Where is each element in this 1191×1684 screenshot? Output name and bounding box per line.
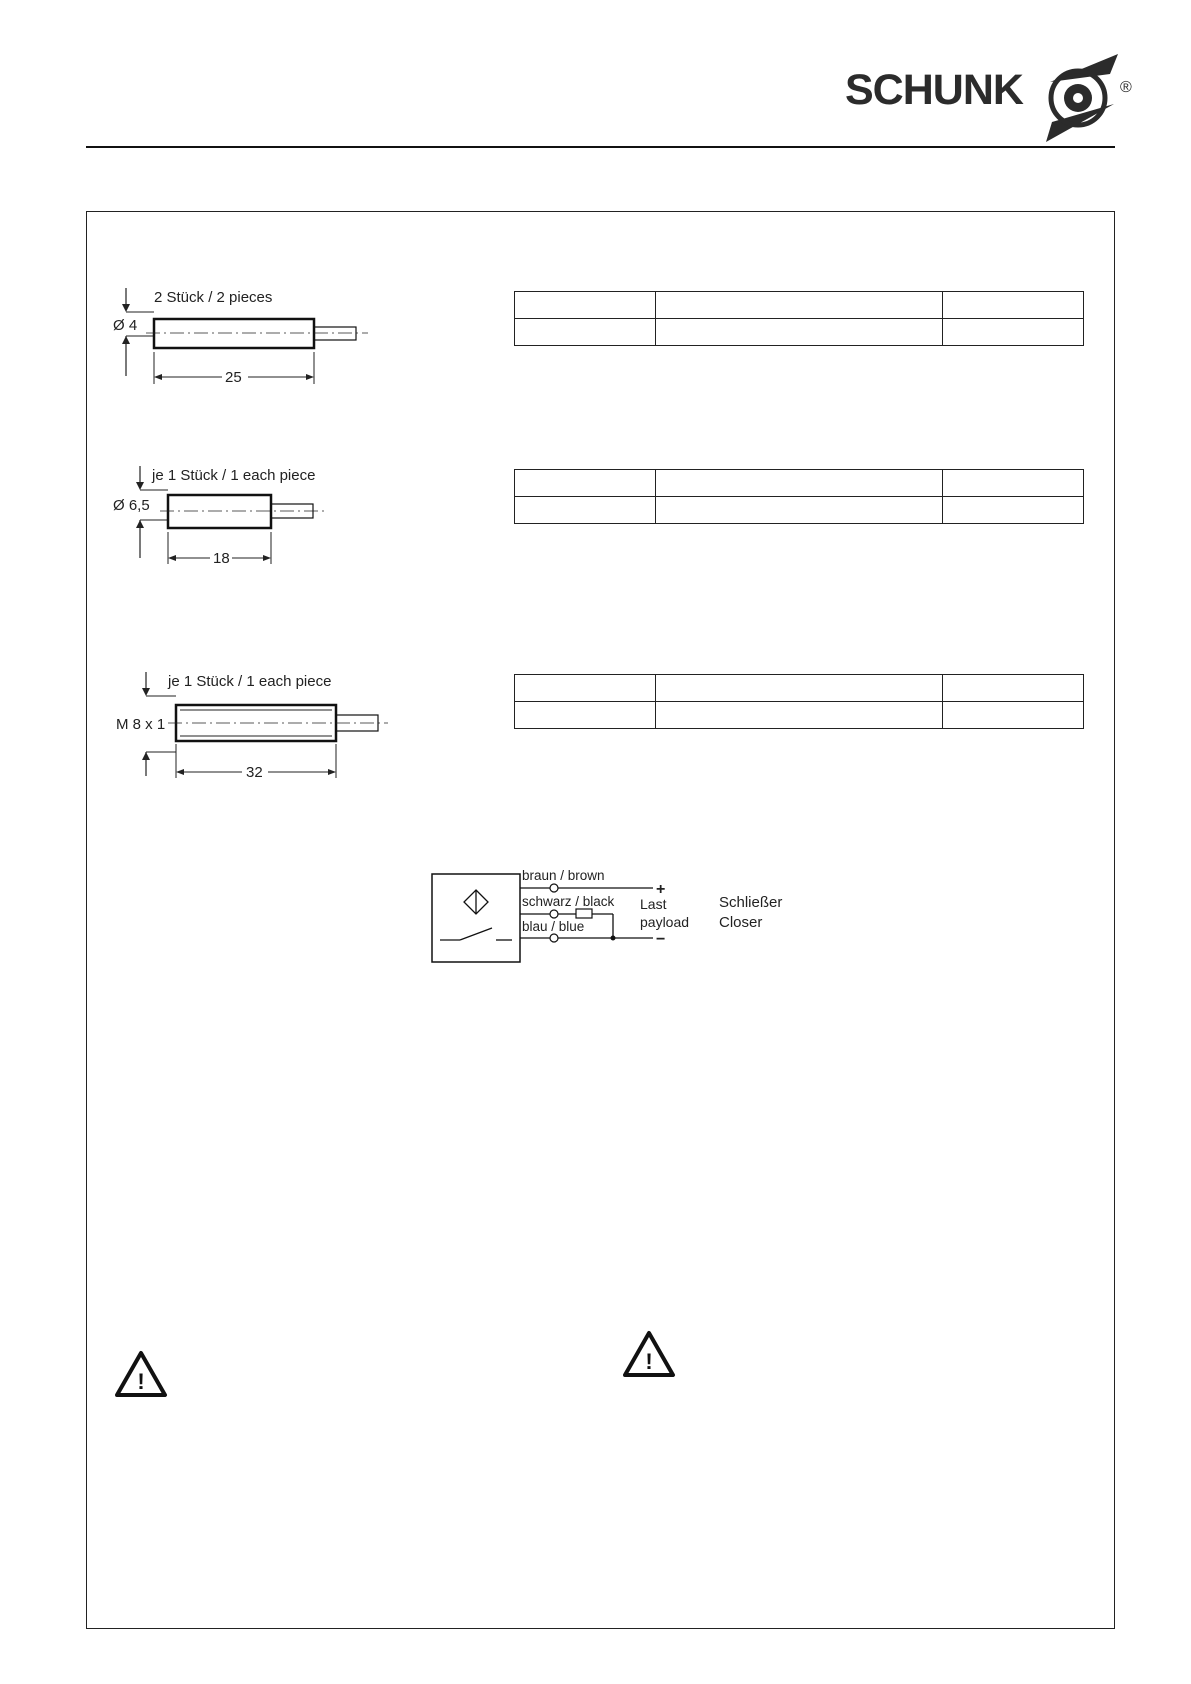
sensor-drawing-1 <box>110 280 380 390</box>
spec-table-1 <box>514 291 1084 346</box>
switch-contact-icon <box>440 928 512 940</box>
spec-table-2 <box>514 469 1084 524</box>
sensor-drawing-3 <box>110 668 400 783</box>
thread-label: M 8 x 1 <box>116 716 166 733</box>
quantity-label: je 1 Stück / 1 each piece <box>152 467 316 484</box>
resistor-icon <box>576 909 592 918</box>
quantity-label: 2 Stück / 2 pieces <box>154 289 273 306</box>
wire-brown-label: braun / brown <box>522 868 605 883</box>
wire-black-label: schwarz / black <box>522 894 615 909</box>
contact-type-de: Schließer <box>719 894 783 911</box>
warning-mark: ! <box>137 1369 145 1394</box>
logo-text: SCHUNK <box>845 66 1023 114</box>
proximity-sensor-icon <box>464 890 488 914</box>
table-row <box>515 497 1084 524</box>
registered-mark: ® <box>1120 79 1132 96</box>
spec-table-3 <box>514 674 1084 729</box>
table-row <box>515 319 1084 346</box>
table-row <box>515 702 1084 729</box>
wire-blue-label: blau / blue <box>522 919 585 934</box>
wiring-diagram <box>430 864 810 964</box>
quantity-label: je 1 Stück / 1 each piece <box>168 673 332 690</box>
length-label: 25 <box>225 369 242 386</box>
length-label: 32 <box>246 764 263 781</box>
diameter-label: Ø 6,5 <box>113 497 150 514</box>
diameter-label: Ø 4 <box>113 317 138 334</box>
minus-terminal: − <box>656 931 666 948</box>
plus-terminal: + <box>656 881 666 898</box>
schunk-logo <box>845 52 1135 144</box>
table-row <box>515 292 1084 319</box>
sensor-drawing-2 <box>110 460 380 570</box>
warning-icon-right <box>622 1330 676 1378</box>
load-label-en: payload <box>640 914 690 930</box>
table-row <box>515 675 1084 702</box>
warning-icon-left <box>114 1350 168 1398</box>
contact-type-en: Closer <box>719 914 763 931</box>
table-row <box>515 470 1084 497</box>
warning-mark: ! <box>645 1349 653 1374</box>
logo-emblem-icon <box>1028 52 1135 144</box>
length-label: 18 <box>213 550 230 567</box>
load-label-de: Last <box>640 896 667 912</box>
header-rule <box>86 146 1115 148</box>
